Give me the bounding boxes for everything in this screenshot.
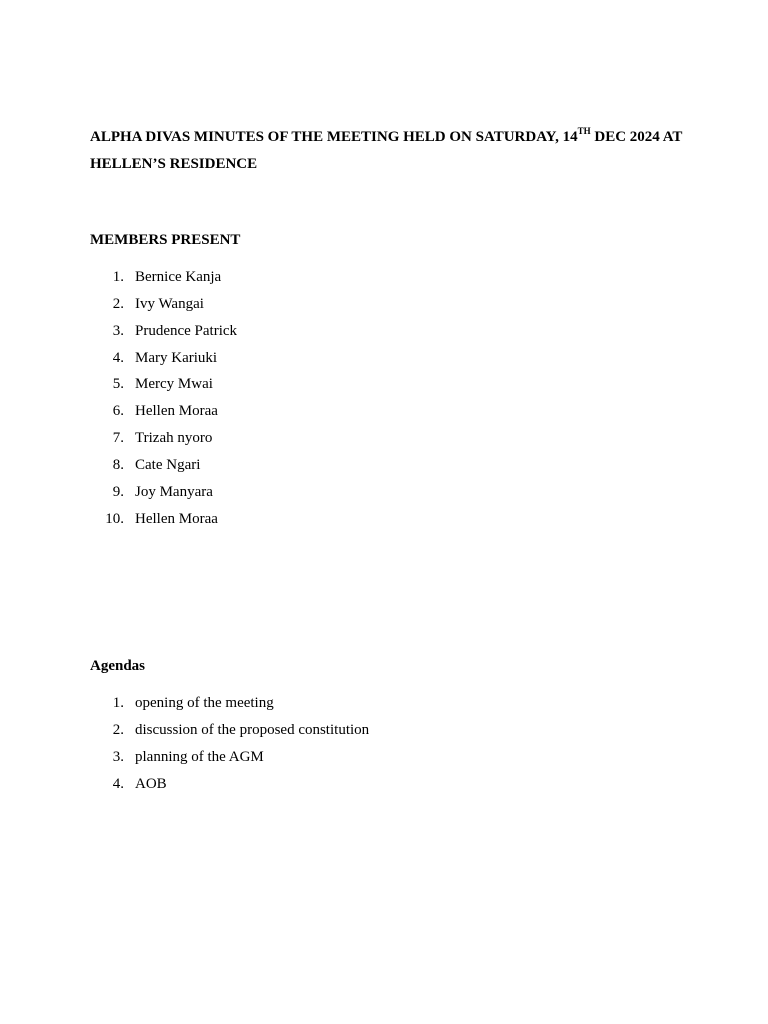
list-number: 10.	[105, 510, 124, 527]
agenda-text: opening of the meeting	[135, 695, 274, 711]
list-number: 1.	[112, 695, 124, 711]
list-number: 3.	[112, 322, 124, 339]
list-number: 4.	[112, 775, 124, 792]
list-number: 3.	[112, 748, 124, 765]
agenda-text: discussion of the proposed constitution	[135, 721, 370, 738]
member-name: Hellen Moraa	[135, 510, 218, 527]
members-present-heading: MEMBERS PRESENT	[90, 232, 241, 248]
list-number: 7.	[112, 430, 124, 447]
member-name: Mary Kariuki	[135, 349, 218, 366]
agendas-heading: Agendas	[90, 658, 146, 674]
list-number: 2.	[112, 295, 124, 312]
member-name: Hellen Moraa	[135, 403, 218, 420]
title-text-part2: DEC 2024 AT HELLEN’S RESIDENCE	[90, 129, 683, 172]
list-number: 5.	[112, 376, 124, 393]
member-name: Bernice Kanja	[135, 269, 222, 285]
list-number: 6.	[112, 403, 124, 420]
list-number: 4.	[112, 349, 124, 366]
member-name: Cate Ngari	[135, 456, 201, 473]
member-name: Ivy Wangai	[135, 295, 204, 312]
page-title	[90, 124, 700, 178]
member-name: Trizah nyoro	[135, 430, 213, 447]
list-number: 1.	[112, 269, 124, 285]
member-name: Mercy Mwai	[135, 376, 213, 393]
list-number: 2.	[112, 721, 124, 738]
agenda-text: AOB	[135, 775, 167, 792]
title-superscript: TH	[577, 126, 591, 136]
list-number: 8.	[112, 456, 124, 473]
agenda-text: planning of the AGM	[135, 748, 264, 765]
member-name: Prudence Patrick	[135, 322, 238, 339]
title-text-part1: ALPHA DIVAS MINUTES OF THE MEETING HELD ON SATURDAY, 14	[90, 129, 578, 145]
member-name: Joy Manyara	[135, 483, 213, 500]
list-number: 9.	[112, 483, 124, 500]
